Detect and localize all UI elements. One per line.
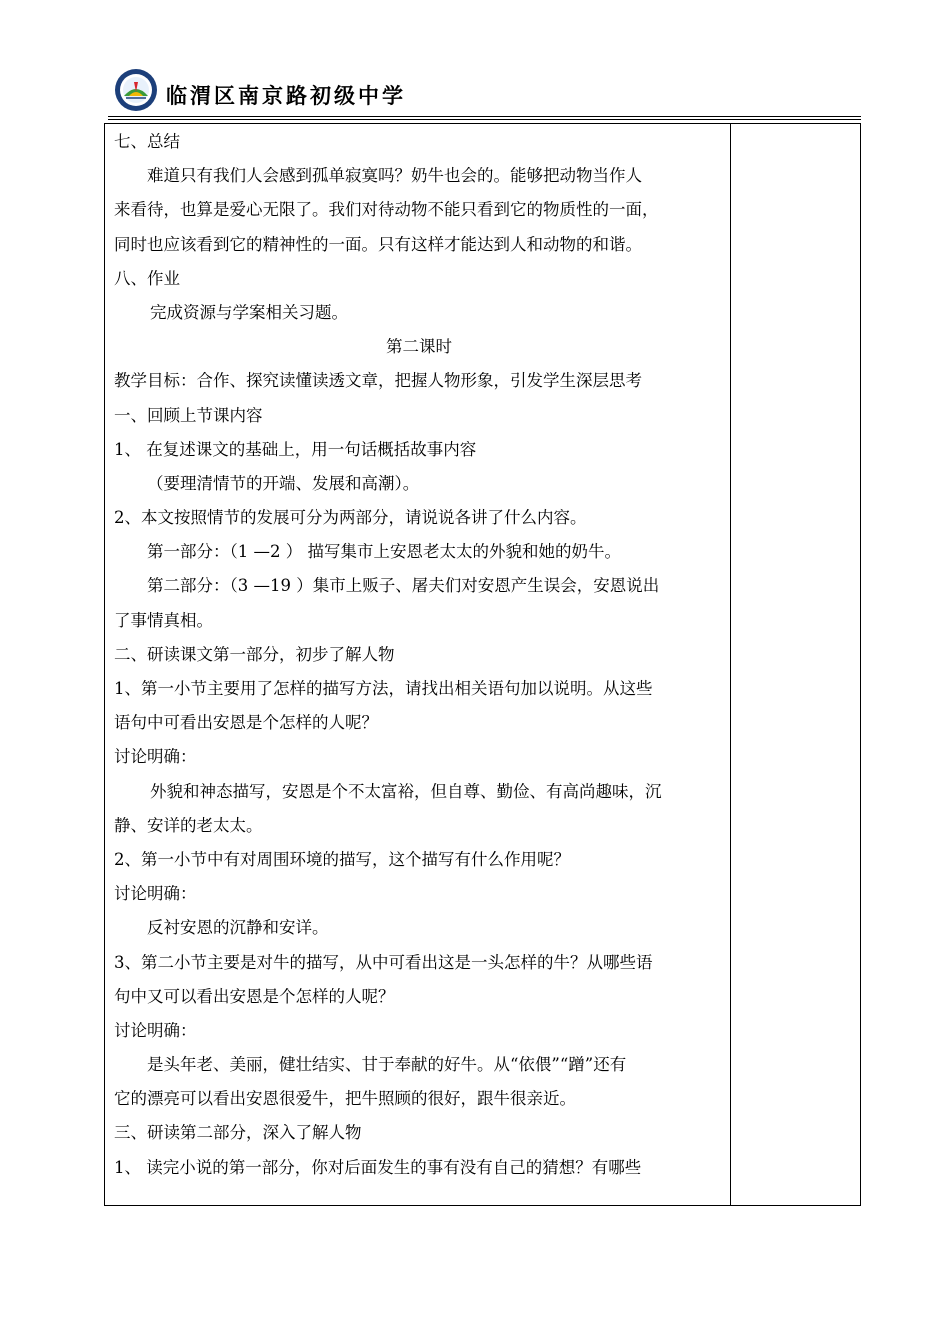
content-line: 完成资源与学案相关习题。: [150, 302, 348, 322]
content-line: 七、总结: [114, 132, 180, 151]
content-line: 2、第一小节中有对周围环境的描写，这个描写有什么作用呢？: [114, 849, 570, 869]
content-line: 句中又可以看出安恩是个怎样的人呢？: [114, 986, 395, 1006]
school-emblem-icon: [114, 68, 158, 112]
content-line: 难道只有我们人会感到孤单寂寞吗？奶牛也会的。能够把动物当作人: [147, 166, 642, 186]
content-line: 是头年老、美丽，健壮结实、甘于奉献的好牛。从“依偎”“蹭”还有: [147, 1055, 627, 1075]
content-line: 第二部分：（3 —19 ）集市上贩子、屠夫们对安恩产生误会，安恩说出: [147, 576, 660, 596]
content-line: 1、 读完小说的第一部分，你对后面发生的事有没有自己的猜想？有哪些: [114, 1157, 642, 1177]
content-line: 反衬安恩的沉静和安详。: [147, 918, 329, 938]
content-line: 1、 在复述课文的基础上，用一句话概括故事内容: [114, 439, 477, 459]
content-line: （要理清情节的开端、发展和高潮）。: [147, 473, 420, 493]
content-line: 1、第一小节主要用了怎样的描写方法，请找出相关语句加以说明。从这些: [114, 679, 653, 698]
content-line: 了事情真相。: [114, 610, 213, 630]
content-line: 二、研读课文第一部分，初步了解人物: [114, 644, 395, 664]
table-column-divider: [730, 123, 731, 1206]
content-line: 外貌和神态描写，安恩是个不太富裕，但自尊、勤俭、有高尚趣味，沉: [150, 781, 662, 801]
content-line: 第一部分：（1 —2 ） 描写集市上安恩老太太的外貌和她的奶牛。: [147, 542, 621, 562]
content-line: 3、第二小节主要是对牛的描写，从中可看出这是一头怎样的牛？从哪些语: [114, 952, 653, 972]
header-rule: [108, 119, 861, 120]
content-line: 八、作业: [114, 268, 180, 288]
page-header: [108, 66, 868, 118]
content-line: 第二课时: [386, 337, 452, 357]
content-line: 讨论明确：: [114, 884, 197, 904]
content-line: 同时也应该看到它的精神性的一面。只有这样才能达到人和动物的和谐。: [114, 234, 642, 254]
content-line: 2、本文按照情节的发展可分为两部分，请说说各讲了什么内容。: [114, 508, 587, 528]
content-line: 教学目标：合作、探究读懂读透文章，把握人物形象，引发学生深层思考: [114, 371, 642, 391]
content-line: 讨论明确：: [114, 1020, 197, 1040]
content-line: 三、研读第二部分，深入了解人物: [114, 1123, 362, 1143]
content-line: 一、回顾上节课内容: [114, 405, 263, 425]
content-line: 来看待，也算是爱心无限了。我们对待动物不能只看到它的物质性的一面，: [114, 200, 659, 220]
lesson-content: [114, 125, 724, 1185]
content-line: 讨论明确：: [114, 747, 197, 767]
content-line: 它的漂亮可以看出安恩很爱牛，把牛照顾的很好，跟牛很亲近。: [114, 1089, 576, 1109]
content-line: 语句中可看出安恩是个怎样的人呢？: [114, 713, 378, 733]
content-line: 静、安详的老太太。: [114, 815, 263, 835]
header-rule: [108, 116, 861, 117]
school-name: 临渭区南京路初级中学: [166, 84, 406, 108]
